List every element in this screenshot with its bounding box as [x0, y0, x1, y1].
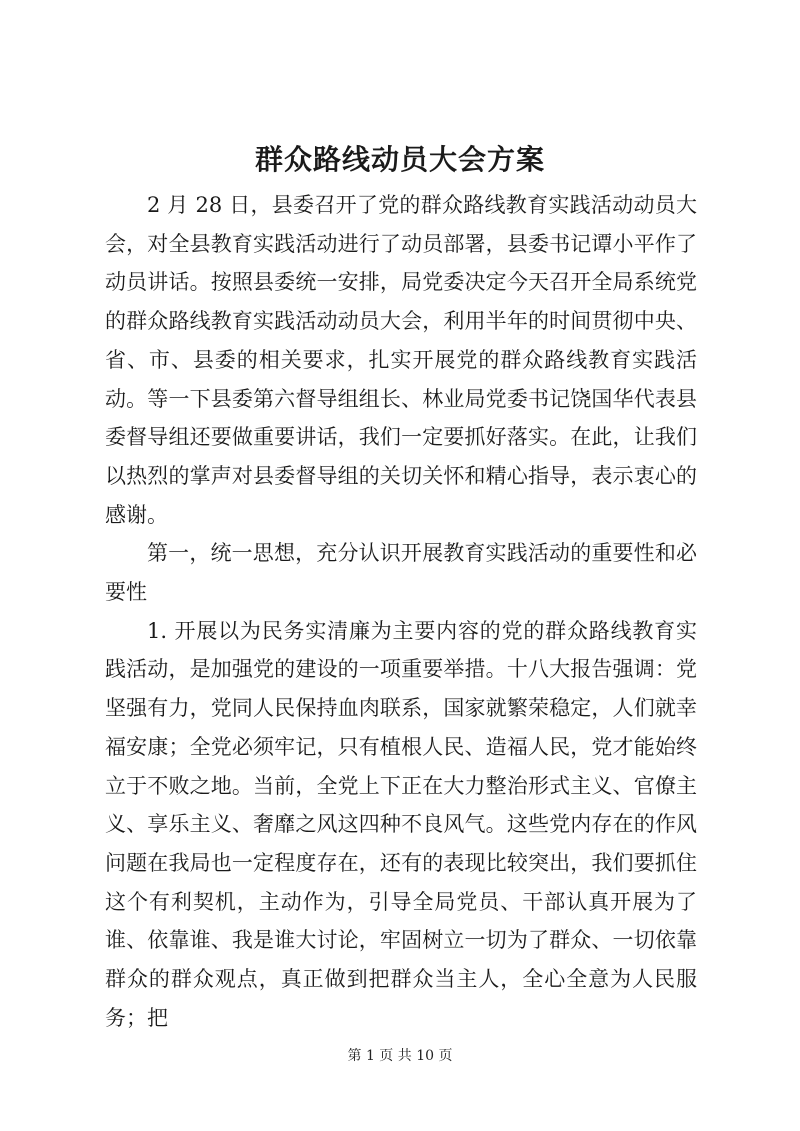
paragraph-heading-first: 第一，统一思想，充分认识开展教育实践活动的重要性和必要性 [105, 541, 697, 605]
document-title: 群众路线动员大会方案 [254, 143, 545, 176]
paragraph-point-one: 1. 开展以为民务实清廉为主要内容的党的群众路线教育实践活动，是加强党的建设的一项重要举措。十八大报告强调：党坚强有力，党同人民保持血肉联系，国家就繁荣稳定，人们就幸福安康；全党必须牢记，只有植根人民、造福人民，党才能始终立于不败之地。当前，全党上下正在大力整治形式主义、官僚主义、享乐主义、奢靡之风这四种不良风气。这些党内存在的作风问题在我局也一定程度存在，还有的表现比较突出，我们要抓住这个有利契机，主动作为，引导全局党员、干部认真开展为了谁、依靠谁、我是谁大讨论，牢固树立一切为了群众、一切依靠群众的群众观点，真正做到把群众当主人，全心全意为人民服务；把 [105, 618, 697, 1030]
paragraph-intro: 2 月 28 日，县委召开了党的群众路线教育实践活动动员大会，对全县教育实践活动进行了动员部署，县委书记谭小平作了动员讲话。按照县委统一安排，局党委决定今天召开全局系统党的群众路线教育实践活动动员大会，利用半年的时间贯彻中央、省、市、县委的相关要求，扎实开展党的群众路线教育实践活动。等一下县委第六督导组组长、林业局党委书记饶国华代表县委督导组还要做重要讲话，我们一定要抓好落实。在此，让我们以热烈的掌声对县委督导组的关切关怀和精心指导，表示衷心的感谢。 [105, 193, 697, 527]
page-footer: 第 1 页 共 10 页 [347, 1048, 453, 1064]
document-body [105, 186, 697, 1037]
